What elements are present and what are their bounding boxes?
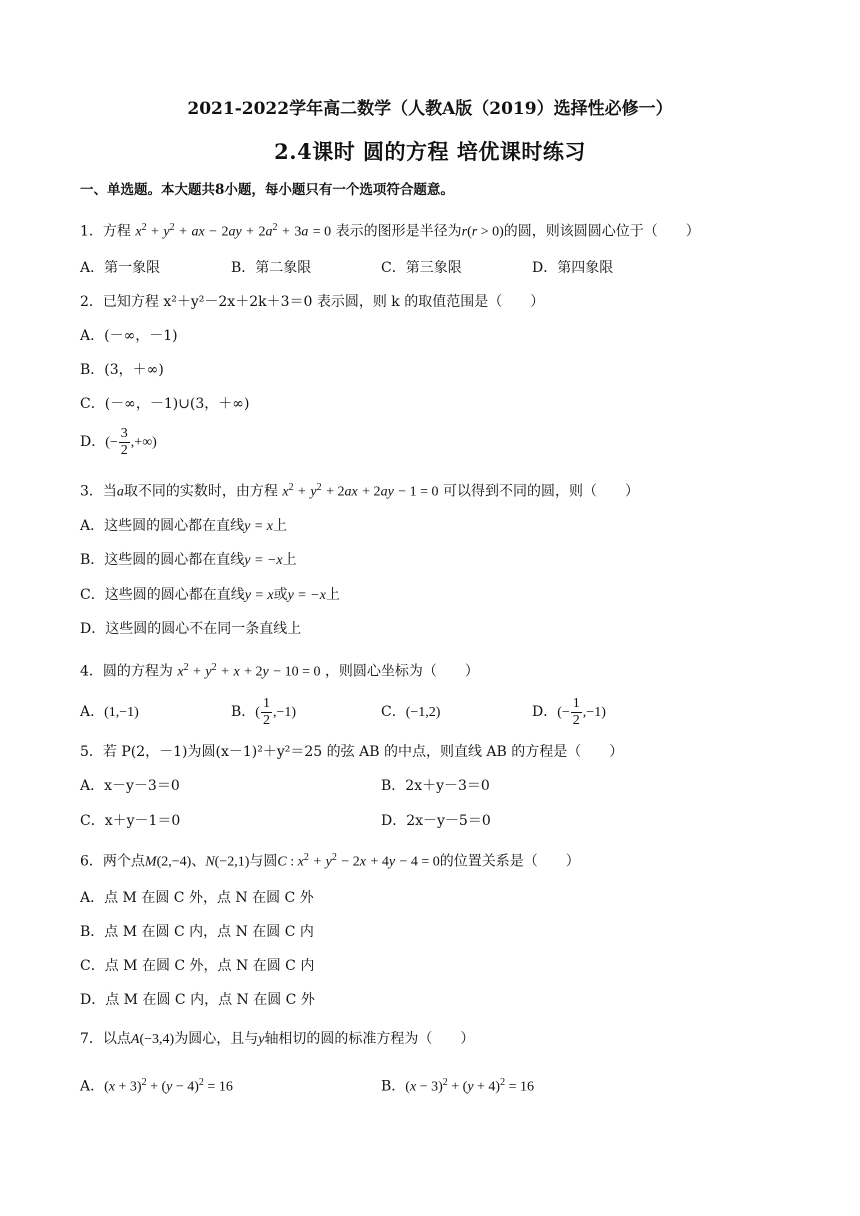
question-6-option-b: B．点 M 在圆 C 内，点 N 在圆 C 内 bbox=[80, 924, 314, 940]
question-3-stem: 3．当a取不同的实数时，由方程 $x^2 + y^2 + 2ax + 2ay - 1 = 0$ 可以得到不同的圆，则（ ） bbox=[80, 482, 639, 500]
question-1-option-a: A．第一象限 bbox=[80, 260, 161, 276]
question-6-option-c: C．点 M 在圆 C 外，点 N 在圆 C 内 bbox=[80, 958, 315, 974]
question-4-option-c: C．(−1,2) bbox=[381, 704, 441, 720]
lesson-title: 2.4课时 圆的方程 培优课时练习 bbox=[274, 139, 586, 164]
question-1-option-b: B．第二象限 bbox=[231, 260, 312, 276]
question-5-stem: 5．若 P(2，－1)为圆(x－1)²＋y²＝25 的弦 AB 的中点，则直线 AB 的方程是（ ） bbox=[80, 744, 624, 760]
question-1-option-c: C．第三象限 bbox=[381, 260, 462, 276]
question-2-option-d: D．(− $\frac{3}{2}$ ,+∞) bbox=[80, 425, 157, 458]
question-1-stem: 1．方程 $x^2 + y^2$ + ax − $2ay + 2a^2 + 3a = 0$ 表示的图形是半径为r(r > 0)的圆，则该圆圆心位于（ ） bbox=[80, 222, 700, 240]
question-3-option-a: A．这些圆的圆心都在直线y = x上 bbox=[80, 518, 287, 534]
document-title: 2021-2022学年高二数学（人教A版（2019）选择性必修一） bbox=[187, 99, 673, 119]
question-4-option-b: B．( $\frac{1}{2}$ ,−1) bbox=[231, 695, 297, 728]
question-2-option-a: A．(－∞，－1) bbox=[80, 328, 178, 344]
question-1-option-d: D．第四象限 bbox=[532, 260, 614, 276]
question-3-option-b: B．这些圆的圆心都在直线y = −x上 bbox=[80, 552, 297, 568]
question-7-option-b: B．$(x - 3)^2 + (y + 4)^2 = 16$ bbox=[381, 1077, 534, 1095]
question-4-stem: 4．圆的方程为 $x^2 + y^2 + x + 2y - 10 = 0$ ，则圆心坐标为（ ） bbox=[80, 662, 479, 680]
question-5-option-b: B．2x＋y－3＝0 bbox=[381, 778, 490, 794]
question-5-option-a: A．x－y－3＝0 bbox=[80, 778, 180, 794]
question-2-stem: 2．已知方程 x²＋y²－2x＋2k＋3＝0 表示圆，则 k 的取值范围是（ ） bbox=[80, 294, 545, 310]
question-6-stem: 6．两个点M(2,−4)、N(−2,1)与圆C : $x^2 + y^2 - 2x + 4y - 4 = 0$的位置关系是（ ） bbox=[80, 852, 580, 870]
question-3-option-d: D．这些圆的圆心不在同一条直线上 bbox=[80, 621, 302, 637]
question-7-stem: 7．以点A(−3,4)为圆心，且与y轴相切的圆的标准方程为（ ） bbox=[80, 1031, 475, 1047]
question-7-option-a: A．$(x + 3)^2 + (y - 4)^2 = 16$ bbox=[80, 1077, 233, 1095]
question-4-option-d: D．(− $\frac{1}{2}$ ,−1) bbox=[532, 695, 606, 728]
question-6-option-a: A．点 M 在圆 C 外，点 N 在圆 C 外 bbox=[80, 890, 314, 906]
question-2-option-b: B．(3，＋∞) bbox=[80, 362, 164, 378]
question-6-option-d: D．点 M 在圆 C 内，点 N 在圆 C 外 bbox=[80, 992, 315, 1008]
question-2-option-c: C．(－∞，－1)∪(3，＋∞) bbox=[80, 396, 250, 412]
section-heading: 一、单选题。本大题共8小题，每小题只有一个选项符合题意。 bbox=[80, 182, 454, 198]
question-5-option-c: C．x＋y－1＝0 bbox=[80, 813, 181, 829]
question-3-option-c: C．这些圆的圆心都在直线y = x或y = −x上 bbox=[80, 587, 340, 603]
question-5-option-d: D．2x－y－5＝0 bbox=[381, 813, 491, 829]
question-4-option-a: A．(1,−1) bbox=[80, 704, 139, 720]
